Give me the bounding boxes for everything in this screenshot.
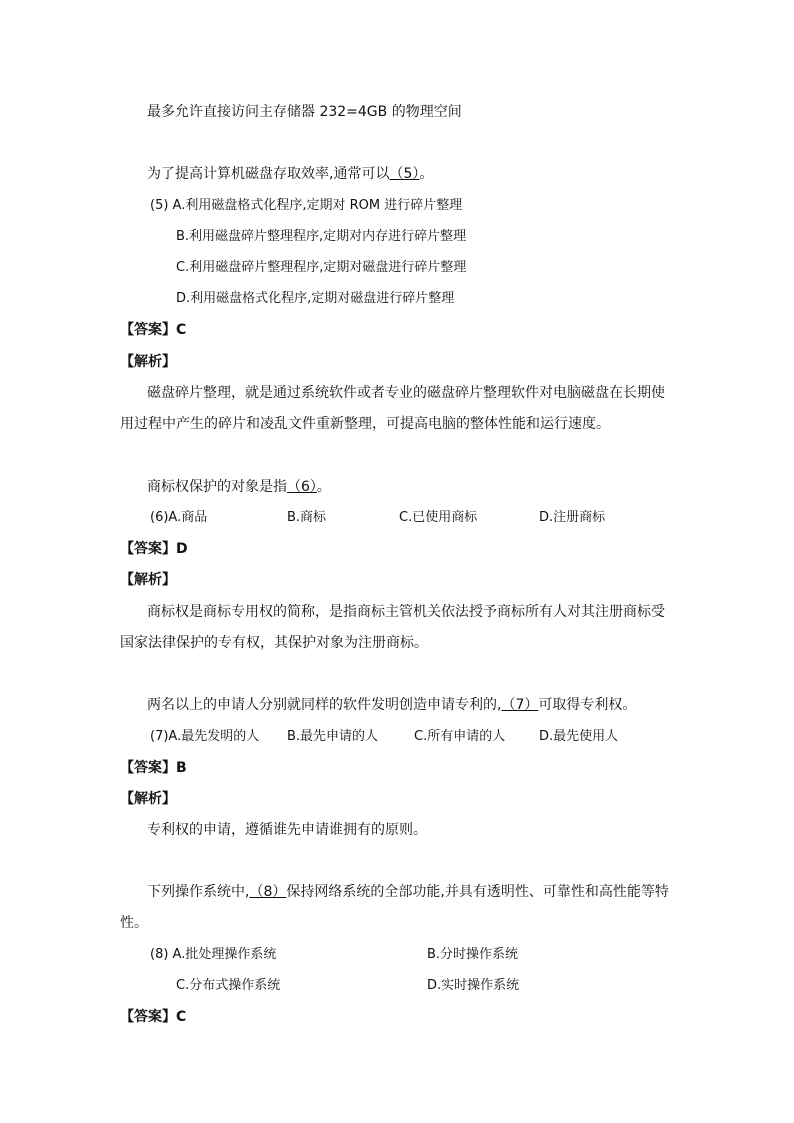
question-5-blank: （5） [389,166,420,182]
question-6-option-c: C.已使用商标 [399,510,478,525]
question-8-stem-continued: 性。 [120,915,148,931]
question-5-option-d: D.利用磁盘格式化程序,定期对磁盘进行碎片整理 [176,291,455,306]
question-7-analysis-line-1: 专利权的申请，遵循谁先申请谁拥有的原则。 [147,822,427,838]
question-5-option-a: (5) A.利用磁盘格式化程序,定期对 ROM 进行碎片整理 [150,198,463,213]
question-6-analysis-label: 【解析】 [120,572,176,588]
intro-line: 最多允许直接访问主存储器 232=4GB 的物理空间 [147,104,462,120]
question-7-stem: 两名以上的申请人分别就同样的软件发明创造申请专利的,（7）可取得专利权。 [147,697,637,713]
question-6-option-b: B.商标 [287,510,327,525]
question-6-blank: （6） [287,479,317,495]
question-8-option-c: C.分布式操作系统 [176,978,281,993]
question-6-analysis-line-2: 国家法律保护的专有权，其保护对象为注册商标。 [120,635,428,651]
question-6-stem: 商标权保护的对象是指（6）。 [147,479,331,495]
question-6-option-d: D.注册商标 [539,510,606,525]
question-6-option-a: (6)A.商品 [150,510,208,525]
question-5-option-c: C.利用磁盘碎片整理程序,定期对磁盘进行碎片整理 [176,260,467,275]
question-7-blank: （7） [501,697,539,713]
question-5-analysis-line-1: 磁盘碎片整理，就是通过系统软件或者专业的磁盘碎片整理软件对电脑磁盘在长期使 [147,385,665,401]
question-5-stem: 为了提高计算机磁盘存取效率,通常可以（5）。 [147,166,434,182]
question-7-analysis-label: 【解析】 [120,791,176,807]
question-8-stem: 下列操作系统中,（8）保持网络系统的全部功能,并具有透明性、可靠性和高性能等特 [147,884,669,900]
question-8-option-b: B.分时操作系统 [427,947,519,962]
question-7-answer: 【答案】B [120,760,187,776]
question-7-option-a: (7)A.最先发明的人 [150,729,260,744]
question-6-analysis-line-1: 商标权是商标专用权的简称，是指商标主管机关依法授予商标所有人对其注册商标受 [147,604,665,620]
question-7-option-c: C.所有申请的人 [414,729,506,744]
question-5-analysis-line-2: 用过程中产生的碎片和凌乱文件重新整理，可提高电脑的整体性能和运行速度。 [120,416,610,432]
question-8-answer: 【答案】C [120,1009,187,1025]
question-8-blank: （8） [249,884,287,900]
question-8-option-d: D.实时操作系统 [427,978,520,993]
question-5-analysis-label: 【解析】 [120,354,176,370]
question-8-option-a: (8) A.批处理操作系统 [150,947,277,962]
question-7-option-d: D.最先使用人 [539,729,619,744]
question-6-answer: 【答案】D [120,541,188,557]
question-5-option-b: B.利用磁盘碎片整理程序,定期对内存进行碎片整理 [176,229,467,244]
question-5-answer: 【答案】C [120,322,187,338]
question-7-option-b: B.最先申请的人 [287,729,379,744]
